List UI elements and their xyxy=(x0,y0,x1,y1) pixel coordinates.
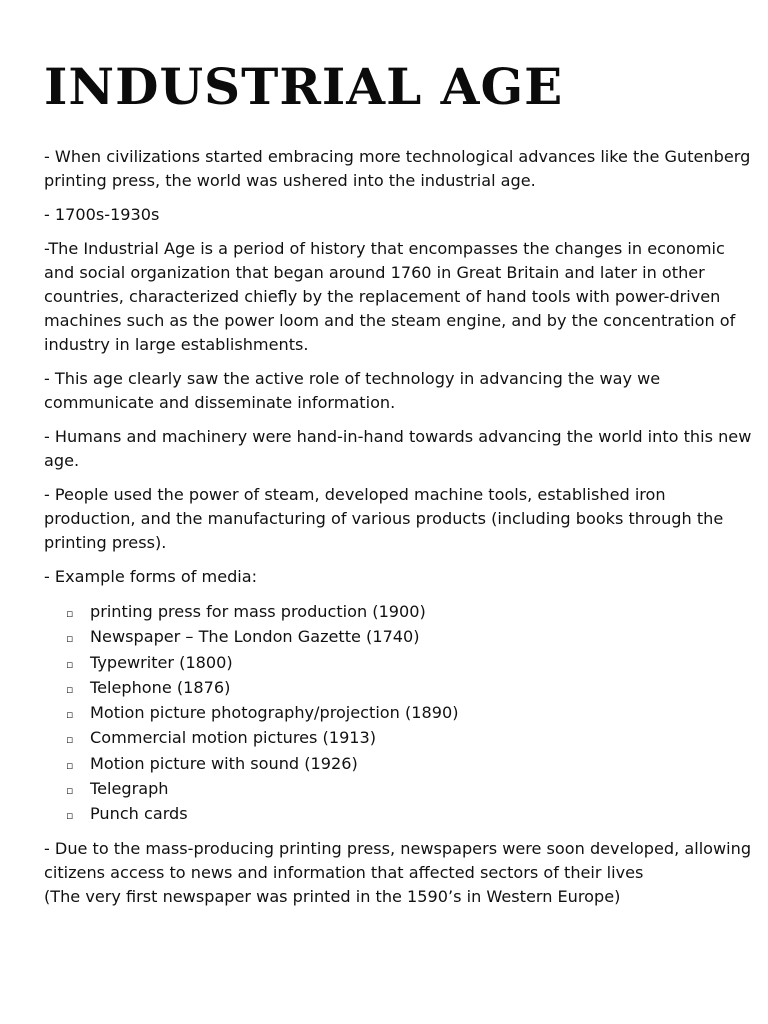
list-item xyxy=(66,725,756,750)
paragraph-definition: -The Industrial Age is a period of history that encompasses the changes in economic and social organization that began around 1760 in Great Britain and later in other countries, characterized chiefly by the replacement of hand tools with power-driven machines such as the power loom and the steam engine, and by the concentration of industry in large establishments. xyxy=(44,239,736,354)
list-item-text: Punch cards xyxy=(90,804,188,824)
list-item-text: Telephone (1876) xyxy=(90,677,231,697)
list-item-text: Motion picture with sound (1926) xyxy=(90,753,358,773)
list-item xyxy=(66,751,756,776)
square-bullet-icon: ▫ xyxy=(66,809,74,823)
list-item-text: Telegraph xyxy=(90,779,169,799)
list-item xyxy=(66,624,756,649)
square-bullet-icon: ▫ xyxy=(66,733,74,747)
paragraph-technology-role: - This age clearly saw the active role of technology in advancing the way we communicate and disseminate information. xyxy=(44,369,661,412)
page-title: INDUSTRIAL AGE xyxy=(44,57,564,116)
paragraph-date-range: - 1700s-1930s xyxy=(44,205,160,224)
list-item xyxy=(66,675,756,700)
list-item xyxy=(66,700,756,725)
list-item-text: printing press for mass production (1900) xyxy=(90,602,426,621)
list-item-text: Newspaper – The London Gazette (1740) xyxy=(90,627,420,647)
paragraph-newspaper-development: - Due to the mass-producing printing press, newspapers were soon developed, allowing citizens access to news and information that affected sectors of their lives xyxy=(44,838,752,882)
list-item xyxy=(66,599,756,624)
square-bullet-icon: ▫ xyxy=(66,784,74,798)
list-item-text: Commercial motion pictures (1913) xyxy=(90,728,377,748)
list-item xyxy=(66,776,756,801)
paragraph-humans-machinery: - Humans and machinery were hand-in-hand towards advancing the world into this new age. xyxy=(44,427,752,470)
square-bullet-icon: ▫ xyxy=(66,682,74,696)
paragraph-intro: - When civilizations started embracing more technological advances like the Gutenberg printing press, the world was ushered into the industrial age. xyxy=(44,147,751,190)
paragraph-media-heading: - Example forms of media: xyxy=(44,567,258,586)
square-bullet-icon: ▫ xyxy=(66,708,74,722)
square-bullet-icon: ▫ xyxy=(66,607,74,620)
list-item xyxy=(66,650,756,675)
document-body xyxy=(44,145,756,909)
paragraph-steam-power: - People used the power of steam, developed machine tools, established iron production, and the manufacturing of various products (including books through the printing press). xyxy=(44,485,724,552)
square-bullet-icon: ▫ xyxy=(66,632,74,646)
list-item xyxy=(66,801,756,826)
square-bullet-icon: ▫ xyxy=(66,657,74,671)
paragraph-first-newspaper-note: (The very first newspaper was printed in the 1590’s in Western Europe) xyxy=(44,886,621,906)
list-item-text: Typewriter (1800) xyxy=(90,652,233,672)
square-bullet-icon: ▫ xyxy=(66,758,74,772)
media-example-list xyxy=(44,599,756,827)
list-item-text: Motion picture photography/projection (1890) xyxy=(90,703,459,723)
